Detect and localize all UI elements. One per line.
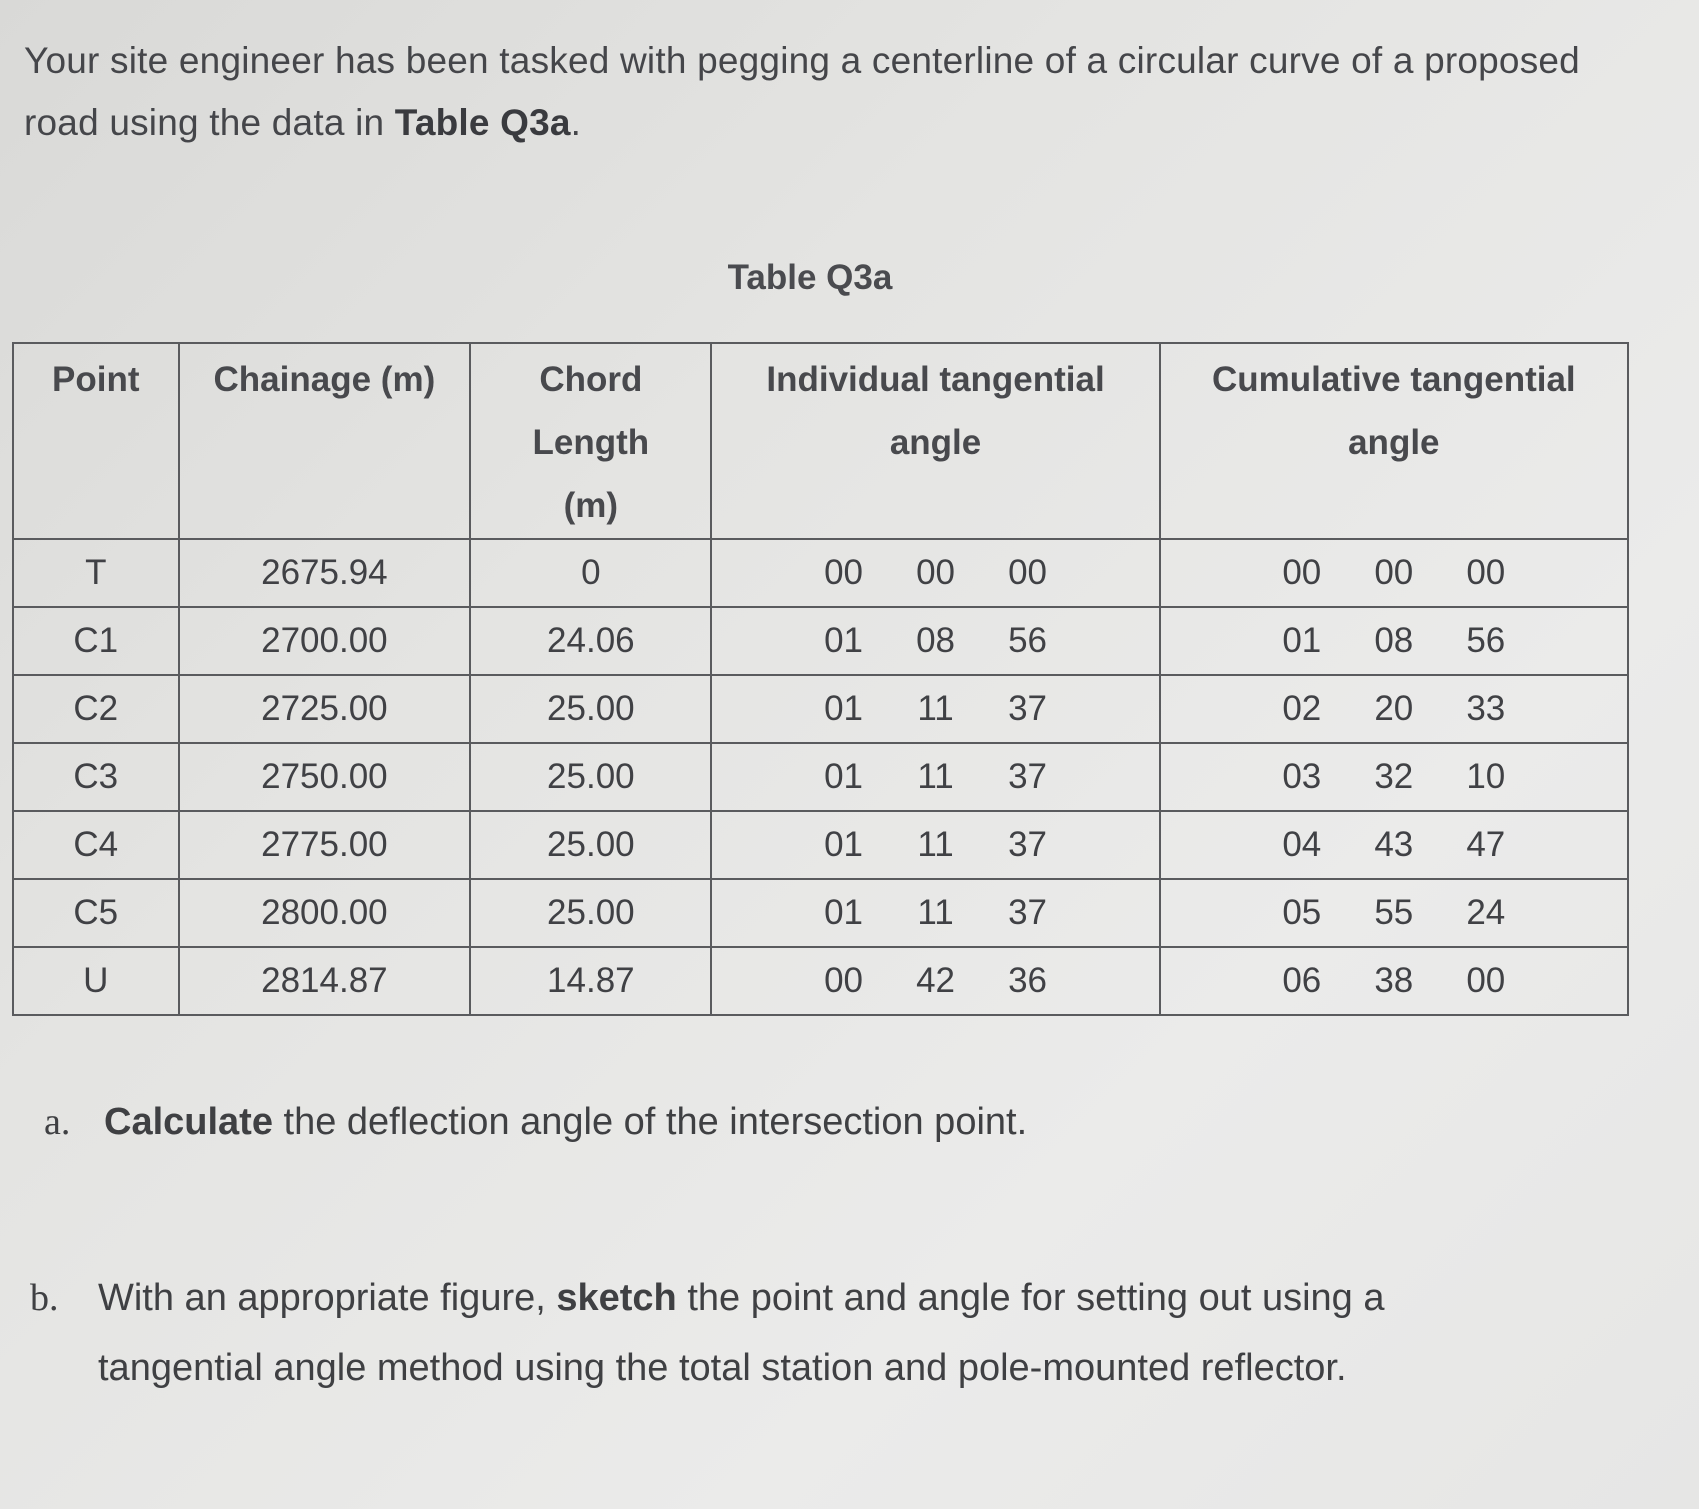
cell-chord-length: 14.87	[470, 947, 711, 1015]
cell-chord-length: 0	[470, 539, 711, 607]
angle-minutes: 11	[917, 825, 954, 864]
table-body	[13, 539, 1628, 1015]
angle-seconds: 36	[1008, 961, 1048, 1000]
header-chainage	[179, 343, 471, 539]
cell-cumulative-angle	[1160, 607, 1628, 675]
dms-value	[1256, 961, 1532, 1001]
header-individual-line1: Individual tangential	[766, 360, 1105, 399]
angle-degrees: 05	[1282, 893, 1322, 932]
angle-minutes: 55	[1374, 893, 1414, 932]
cell-chainage: 2700.00	[179, 607, 471, 675]
header-point	[13, 343, 179, 539]
dms-value	[798, 757, 1074, 797]
table-row	[13, 675, 1628, 743]
angle-degrees: 04	[1282, 825, 1322, 864]
data-table	[12, 342, 1629, 1016]
angle-seconds: 56	[1008, 621, 1048, 660]
angle-seconds: 37	[1008, 757, 1048, 796]
angle-degrees: 02	[1282, 689, 1322, 728]
angle-minutes: 11	[917, 757, 954, 796]
table-row	[13, 607, 1628, 675]
table-row	[13, 539, 1628, 607]
angle-degrees: 06	[1282, 961, 1322, 1000]
header-cumulative-line2: angle	[1348, 423, 1440, 462]
angle-minutes: 43	[1374, 825, 1414, 864]
dms-value	[1256, 621, 1532, 661]
cell-point: C1	[13, 607, 179, 675]
angle-degrees: 01	[824, 825, 864, 864]
cell-cumulative-angle	[1160, 879, 1628, 947]
cell-point: C5	[13, 879, 179, 947]
question-b-letter: b.	[30, 1277, 59, 1319]
angle-minutes: 00	[1374, 553, 1414, 592]
cell-point: C3	[13, 743, 179, 811]
intro-period: .	[570, 102, 582, 143]
angle-seconds: 10	[1466, 757, 1506, 796]
intro-paragraph	[24, 30, 1584, 154]
angle-minutes: 38	[1374, 961, 1414, 1000]
cell-individual-angle	[711, 675, 1159, 743]
cell-cumulative-angle	[1160, 539, 1628, 607]
cell-chainage: 2725.00	[179, 675, 471, 743]
cell-chainage: 2775.00	[179, 811, 471, 879]
cell-chainage: 2800.00	[179, 879, 471, 947]
cell-point: C2	[13, 675, 179, 743]
angle-seconds: 00	[1466, 961, 1506, 1000]
header-chord-length	[470, 343, 711, 539]
question-b-bold: sketch	[556, 1277, 677, 1319]
angle-degrees: 01	[824, 893, 864, 932]
angle-minutes: 00	[916, 553, 956, 592]
dms-value	[1256, 553, 1532, 593]
cell-chainage: 2675.94	[179, 539, 471, 607]
dms-value	[1256, 825, 1532, 865]
angle-degrees: 00	[1282, 553, 1322, 592]
dms-value	[1256, 689, 1532, 729]
dms-value	[798, 689, 1074, 729]
cell-point: T	[13, 539, 179, 607]
cell-individual-angle	[711, 539, 1159, 607]
question-b-line2: tangential angle method using the total station and pole-mounted reflector.	[98, 1347, 1347, 1389]
header-cumulative-angle	[1160, 343, 1628, 539]
angle-seconds: 00	[1008, 553, 1048, 592]
question-a-letter: a.	[44, 1101, 71, 1143]
angle-seconds: 37	[1008, 689, 1048, 728]
dms-value	[798, 621, 1074, 661]
header-individual-line2: angle	[889, 423, 982, 462]
angle-minutes: 11	[917, 689, 954, 728]
question-a-bold: Calculate	[104, 1101, 273, 1143]
cell-individual-angle	[711, 743, 1159, 811]
cell-cumulative-angle	[1160, 675, 1628, 743]
cell-chord-length: 25.00	[470, 743, 711, 811]
header-cumulative-line1: Cumulative tangential	[1211, 360, 1576, 399]
dms-value	[1256, 893, 1532, 933]
header-chainage-label: Chainage (m)	[213, 360, 436, 399]
cell-chord-length: 25.00	[470, 879, 711, 947]
header-point-label: Point	[52, 360, 140, 399]
table-row	[13, 947, 1628, 1015]
cell-cumulative-angle	[1160, 743, 1628, 811]
angle-seconds: 37	[1008, 825, 1048, 864]
cell-cumulative-angle	[1160, 811, 1628, 879]
cell-chord-length: 25.00	[470, 811, 711, 879]
question-b-text-before: With an appropriate figure,	[98, 1277, 557, 1319]
angle-seconds: 47	[1466, 825, 1506, 864]
angle-seconds: 37	[1008, 893, 1048, 932]
angle-degrees: 00	[824, 961, 864, 1000]
angle-seconds: 00	[1466, 553, 1506, 592]
angle-seconds: 33	[1466, 689, 1506, 728]
cell-individual-angle	[711, 811, 1159, 879]
angle-degrees: 01	[824, 757, 864, 796]
header-chord-line2: Length	[532, 423, 650, 462]
intro-text: Your site engineer has been tasked with pegging a centerline of a circular curve of a proposed road using the data in	[24, 40, 1580, 143]
angle-degrees: 01	[1282, 621, 1322, 660]
question-a	[44, 1100, 1027, 1144]
angle-minutes: 11	[917, 893, 954, 932]
header-chord-line1: Chord	[539, 360, 643, 399]
cell-cumulative-angle	[1160, 947, 1628, 1015]
angle-degrees: 03	[1282, 757, 1322, 796]
question-b	[30, 1263, 1590, 1403]
header-chord-line3: (m)	[563, 486, 619, 525]
table-row	[13, 743, 1628, 811]
angle-minutes: 42	[916, 961, 956, 1000]
angle-minutes: 32	[1374, 757, 1414, 796]
cell-individual-angle	[711, 879, 1159, 947]
angle-seconds: 56	[1466, 621, 1506, 660]
cell-chord-length: 25.00	[470, 675, 711, 743]
cell-chord-length: 24.06	[470, 607, 711, 675]
table-title: Table Q3a	[727, 258, 893, 297]
angle-minutes: 08	[916, 621, 956, 660]
angle-minutes: 08	[1374, 621, 1414, 660]
question-b-text-after: the point and angle for setting out using a	[676, 1277, 1385, 1319]
cell-point: U	[13, 947, 179, 1015]
dms-value	[798, 825, 1074, 865]
angle-seconds: 24	[1466, 893, 1506, 932]
angle-degrees: 01	[824, 621, 864, 660]
table-row	[13, 811, 1628, 879]
angle-degrees: 00	[824, 553, 864, 592]
table-row	[13, 879, 1628, 947]
dms-value	[798, 893, 1074, 933]
cell-chainage: 2750.00	[179, 743, 471, 811]
header-row	[13, 343, 1628, 539]
cell-point: C4	[13, 811, 179, 879]
dms-value	[798, 553, 1074, 593]
table-header	[13, 343, 1628, 539]
question-a-text: the deflection angle of the intersection point.	[272, 1101, 1028, 1143]
intro-table-reference: Table Q3a	[394, 102, 571, 143]
header-individual-angle	[711, 343, 1159, 539]
angle-minutes: 20	[1374, 689, 1414, 728]
cell-individual-angle	[711, 607, 1159, 675]
cell-individual-angle	[711, 947, 1159, 1015]
angle-degrees: 01	[824, 689, 864, 728]
cell-chainage: 2814.87	[179, 947, 471, 1015]
dms-value	[1256, 757, 1532, 797]
dms-value	[798, 961, 1074, 1001]
